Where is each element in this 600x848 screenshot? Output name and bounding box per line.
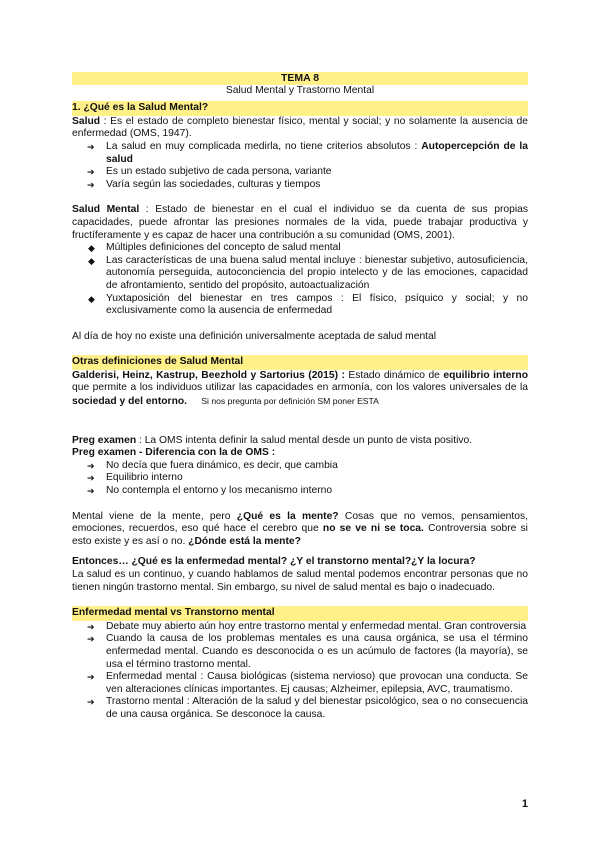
question-heading-text: Entonces… ¿Qué es la enfermedad mental? ¿Y el transtorno mental?¿Y la locura?	[72, 556, 476, 568]
preg-examen-1	[72, 435, 528, 448]
list-item: ➔ Equilibrio interno	[72, 472, 528, 485]
galderisi-definition	[72, 370, 528, 409]
def-text-1: Estado dinámico de	[344, 369, 444, 381]
document-page	[72, 72, 528, 722]
list-item: ◆ Múltiples definiciones del concepto de salud mental	[72, 242, 528, 255]
list-item: ➔ No decía que fuera dinámico, es decir, que cambia	[72, 460, 528, 473]
salud-definition	[72, 116, 528, 141]
question-heading	[72, 556, 528, 569]
salud-mental-definition	[72, 204, 528, 242]
section-heading-1: 1. ¿Qué es la Salud Mental?	[72, 101, 528, 116]
mente-text-2: Cosas que no vemos, pensamientos, emociones, recuerdos, eso qué hace el cerebro que	[72, 510, 528, 535]
preg-text: : La OMS intenta definir la salud mental desde un punto de vista positivo.	[136, 434, 473, 446]
mente-paragraph	[72, 511, 528, 549]
salud-bullets	[72, 141, 528, 191]
question-text: La salud es un continuo, y cuando hablamos de salud mental podemos encontrar personas que no tienen ningún trastorno mental. Sin embargo, su nivel de salud mental es bajo o inadecuado.	[72, 569, 528, 593]
list-item: ➔ No contempla el entorno y los mecanismo interno	[72, 485, 528, 498]
authors: Galderisi, Heinz, Kastrup, Beezhold y Sartorius (2015) :	[72, 369, 345, 381]
salud-term: Salud	[72, 115, 101, 127]
document-subtitle: Salud Mental y Trastorno Mental	[225, 84, 375, 96]
mente-text-3: Controversia sobre si esto existe y es así o no.	[72, 523, 528, 547]
mente-bold-2: no se ve ni se toca.	[322, 523, 424, 535]
bullet-bold: Autopercepción de la salud	[106, 140, 528, 165]
salud-def-text: : Es el estado de completo bienestar físico, mental y social; y no solamente la ausencia de enfermedad (OMS, 1947).	[72, 115, 528, 140]
mente-bold-1: ¿Qué es la mente?	[236, 510, 339, 522]
def-text-2: que permite a los individuos utilizar las capacidades en armonía, con los valores universales de la	[72, 382, 528, 394]
enfermedad-bullets	[72, 621, 528, 722]
mente-bold-3: ¿Dónde está la mente?	[188, 535, 301, 547]
preg-examen-2	[72, 447, 528, 460]
salud-mental-def-text: : Estado de bienestar en el cual el individuo se da cuenta de sus propias capacidades, puede afrontar las presiones normales de la vida, puede trabajar productiva y fructíferamente y es capaz de hacer una contribución a su comunidad (OMS, 2001).	[72, 204, 528, 241]
list-item	[72, 179, 528, 192]
bullet-text: Varía según las sociedades, culturas y tiempos	[106, 178, 321, 190]
page-number: 1	[521, 798, 528, 810]
list-item	[72, 166, 528, 179]
def-bold-2: sociedad y del entorno.	[72, 396, 188, 408]
mente-text-1: Mental viene de la mente, pero	[72, 510, 237, 522]
document-title: TEMA 8	[72, 72, 528, 85]
list-item: ➔ Debate muy abierto aún hoy entre trastorno mental y enfermedad mental. Gran controversia	[72, 621, 528, 634]
bullet-text: La salud en muy complicada medirla, no tiene criterios absolutos :	[106, 140, 422, 152]
section-heading-2: Otras definiciones de Salud Mental	[72, 355, 528, 370]
list-item: ◆ Las características de una buena salud mental incluye : bienestar subjetivo, autosuficiencia, autonomía perseguida, autoconciencia del propio intelecto y de las emociones, capacidad de afrontamiento, sentido del propósito, autoactualización	[72, 255, 528, 293]
exam-note: Si nos pregunta por definición SM poner ESTA	[201, 396, 379, 407]
preg2-label: Preg examen - Diferencia con la de OMS :	[72, 447, 276, 459]
list-item: ➔ Enfermedad mental : Causa biológicas (sistema nervioso) que provocan una conducta. Se ven alteraciones clínicas importantes. Ej causas; Alzheimer, epilepsia, AVC, traumatismo.	[72, 671, 528, 696]
salud-mental-bullets	[72, 242, 528, 318]
salud-mental-term: Salud Mental	[72, 204, 140, 216]
closing-statement: Al día de hoy no existe una definición universalmente aceptada de salud mental	[72, 330, 437, 342]
list-item: ◆ Yuxtaposición del bienestar en tres campos : El físico, psíquico y social; y no exclusivamente como la ausencia de enfermedad	[72, 293, 528, 318]
list-item	[72, 141, 528, 166]
bullet-text: Es un estado subjetivo de cada persona, variante	[106, 166, 332, 178]
preg-bullets	[72, 460, 528, 498]
def-bold-1: equilibrio interno	[443, 369, 528, 381]
list-item: ➔ Cuando la causa de los problemas mentales es una causa orgánica, se usa el término enfermedad mental. Cuando es desconocida o es un acúmulo de factores (la mayoría), se usa el término trastorno mental.	[72, 633, 528, 671]
section-heading-3: Enfermedad mental vs Transtorno mental	[72, 606, 528, 621]
list-item: ➔ Trastorno mental : Alteración de la salud y del bienestar psicológico, sea o no consecuencia de una causa orgánica. Se desconoce la causa.	[72, 696, 528, 721]
preg-label: Preg examen	[72, 434, 137, 446]
